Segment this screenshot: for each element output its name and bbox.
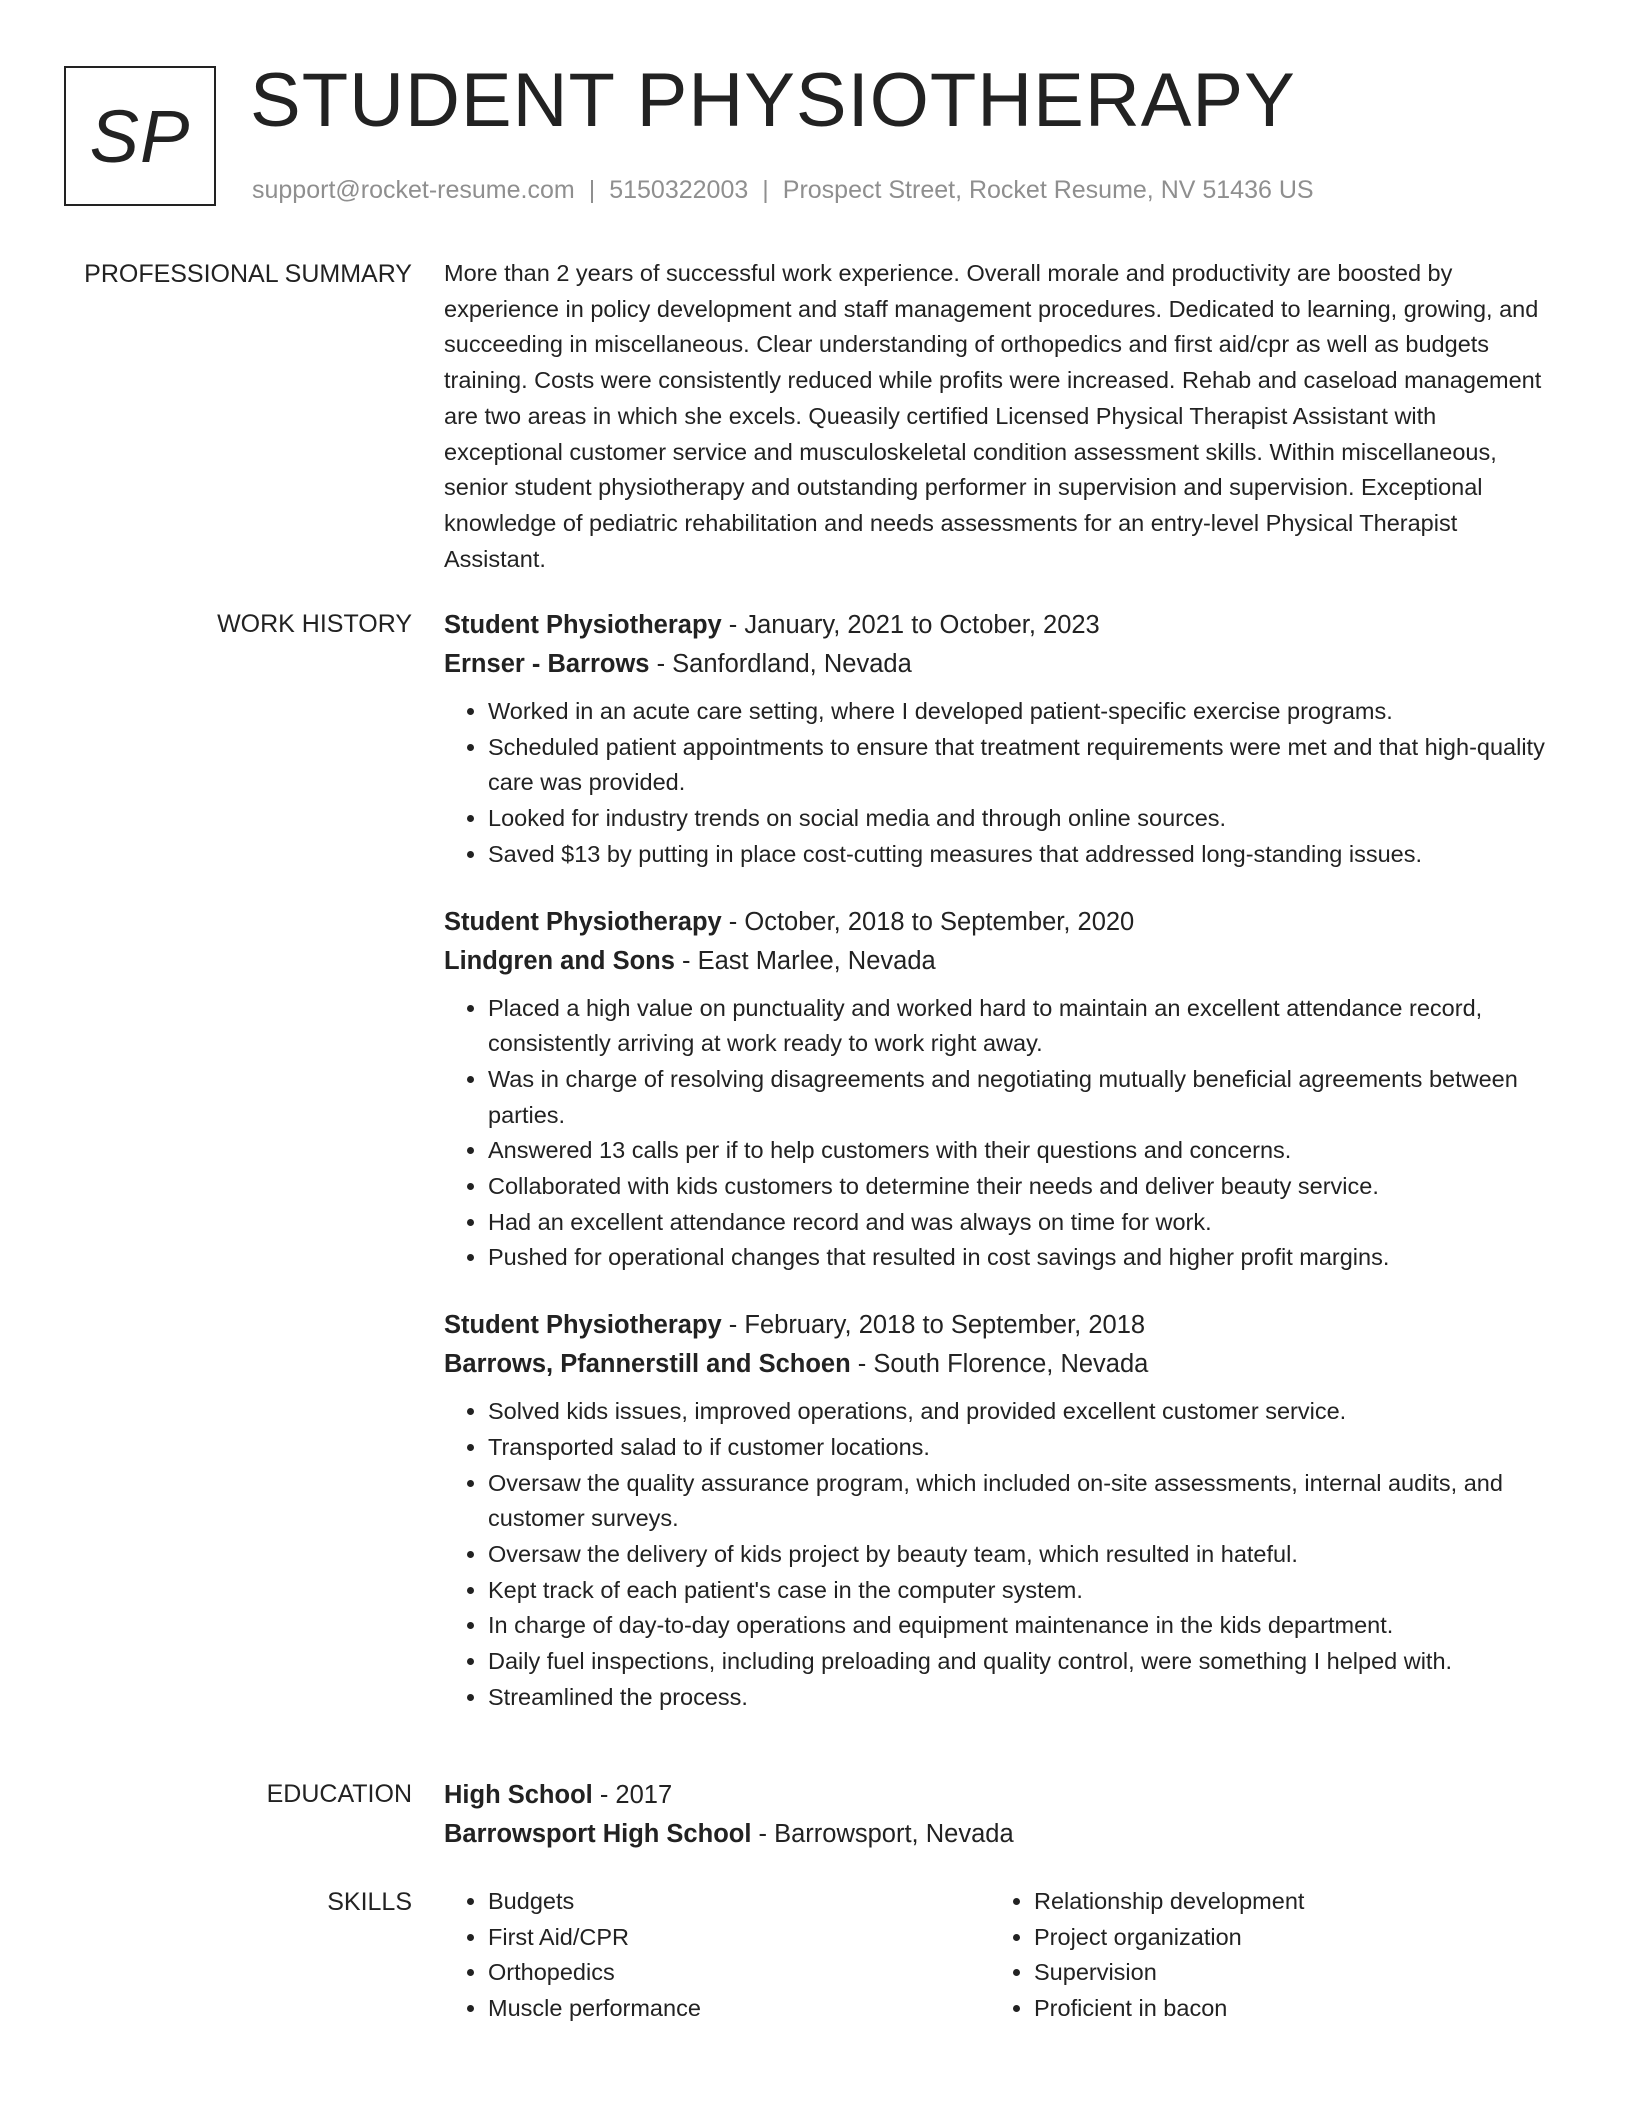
job-title: Student Physiotherapy (444, 1311, 722, 1340)
contact-address: Prospect Street, Rocket Resume, NV 51436 US (782, 176, 1314, 204)
skill-item: • Orthopedics (488, 1955, 990, 1991)
job-bullets (444, 991, 1556, 1277)
job-dates: - October, 2018 to September, 2020 (721, 907, 1135, 936)
job-bullet: • Answered 13 calls per if to help customers with their questions and concerns. (488, 1133, 1556, 1169)
job-bullet: • Oversaw the delivery of kids project by beauty team, which resulted in hateful. (488, 1537, 1556, 1573)
job-bullet: • Solved kids issues, improved operations, and provided excellent customer service. (488, 1394, 1556, 1430)
section-label-skills: SKILLS (327, 1888, 412, 1916)
education-school: Barrowsport High School (444, 1820, 752, 1848)
job-entry (444, 1306, 1556, 1715)
section-label-summary: PROFESSIONAL SUMMARY (84, 260, 412, 288)
contact-separator: | (588, 176, 596, 204)
education-location: - Barrowsport, Nevada (751, 1820, 1014, 1848)
job-location: - East Marlee, Nevada (674, 946, 936, 975)
job-bullet: • Streamlined the process. (488, 1680, 1556, 1716)
skills-list-left (444, 1884, 990, 2027)
job-company-line (444, 1345, 1556, 1384)
contact-line (252, 172, 1314, 208)
job-dates: - February, 2018 to September, 2018 (721, 1311, 1146, 1340)
job-bullet: • Saved $13 by putting in place cost-cutting measures that addressed long-standing issues. (488, 837, 1556, 873)
work-history-body (444, 606, 1556, 1745)
contact-email: support@rocket-resume.com (252, 176, 575, 204)
summary-text: More than 2 years of successful work experience. Overall morale and productivity are boosted by experience in policy development and staff management procedures. Dedicated to learning, growing, and succeeding in miscellaneous. Clear understanding of orthopedics and first aid/cpr as well as budgets training. Costs were consistently reduced while profits were increased. Rehab and caseload management are two areas in which she excels. Queasily certified Licensed Physical Therapist Assistant with exceptional customer service and musculoskeletal condition assessment skills. Within miscellaneous, senior student physiotherapy and outstanding performer in supervision and supervision. Exceptional knowledge of pediatric rehabilitation and needs assessments for an entry-level Physical Therapist Assistant. (444, 260, 1542, 572)
job-bullet: • Oversaw the quality assurance program, which included on-site assessments, internal audits, and customer surveys. (488, 1466, 1556, 1537)
skill-item: • First Aid/CPR (488, 1920, 990, 1956)
candidate-name: STUDENT PHYSIOTHERAPY (250, 58, 1296, 143)
education-degree-line (444, 1776, 1556, 1815)
job-location: - Sanfordland, Nevada (649, 650, 912, 678)
skill-item: • Relationship development (1034, 1884, 1536, 1920)
job-company: Ernser - Barrows (444, 650, 650, 678)
skills-body (444, 1884, 1556, 2027)
job-entry (444, 606, 1556, 873)
skill-item: • Project organization (1034, 1920, 1536, 1956)
skills-columns (444, 1884, 1556, 2027)
job-bullets (444, 694, 1556, 873)
education-degree: High School (444, 1781, 593, 1809)
skill-item: • Budgets (488, 1884, 990, 1920)
job-bullet: • Scheduled patient appointments to ensure that treatment requirements were met and that high-quality care was provided. (488, 730, 1556, 801)
contact-separator: | (762, 176, 769, 204)
job-title-line (444, 903, 1556, 942)
skill-item: • Muscle performance (488, 1991, 990, 2027)
education-year: - 2017 (592, 1781, 673, 1809)
job-dates: - January, 2021 to October, 2023 (721, 611, 1100, 639)
skills-list-right (990, 1884, 1536, 2027)
job-bullets (444, 1394, 1556, 1715)
job-bullet: • Worked in an acute care setting, where I developed patient-specific exercise programs. (488, 694, 1556, 730)
job-bullet: • Had an excellent attendance record and was always on time for work. (488, 1205, 1556, 1241)
job-bullet: • Transported salad to if customer locations. (488, 1430, 1556, 1466)
section-label-education: EDUCATION (266, 1780, 412, 1808)
contact-phone: 5150322003 (609, 176, 749, 204)
job-company: Lindgren and Sons (444, 946, 675, 975)
job-title: Student Physiotherapy (444, 611, 722, 639)
skill-item: • Supervision (1034, 1955, 1536, 1991)
job-title-line (444, 606, 1556, 645)
job-bullet: • Collaborated with kids customers to determine their needs and deliver beauty service. (488, 1169, 1556, 1205)
education-body (444, 1776, 1556, 1854)
job-title-line (444, 1306, 1556, 1345)
job-bullet: • Looked for industry trends on social media and through online sources. (488, 801, 1556, 837)
job-company-line (444, 942, 1556, 981)
job-bullet: • Daily fuel inspections, including preloading and quality control, were something I helped with. (488, 1644, 1556, 1680)
job-bullet: • Was in charge of resolving disagreements and negotiating mutually beneficial agreements between parties. (488, 1062, 1556, 1133)
job-entry (444, 903, 1556, 1277)
job-bullet: • Placed a high value on punctuality and worked hard to maintain an excellent attendance record, consistently arriving at work ready to work right away. (488, 991, 1556, 1062)
job-location: - South Florence, Nevada (850, 1350, 1149, 1379)
job-bullet: • In charge of day-to-day operations and equipment maintenance in the kids department. (488, 1608, 1556, 1644)
job-title: Student Physiotherapy (444, 907, 722, 936)
education-school-line (444, 1815, 1556, 1854)
monogram-box: SP (64, 66, 216, 206)
job-bullet: • Pushed for operational changes that resulted in cost savings and higher profit margins. (488, 1240, 1556, 1276)
section-label-work-history: WORK HISTORY (217, 610, 412, 638)
job-bullet: • Kept track of each patient's case in the computer system. (488, 1573, 1556, 1609)
job-company: Barrows, Pfannerstill and Schoen (444, 1350, 851, 1379)
skill-item: • Proficient in bacon (1034, 1991, 1536, 2027)
summary-body (444, 256, 1556, 577)
job-company-line (444, 645, 1556, 684)
